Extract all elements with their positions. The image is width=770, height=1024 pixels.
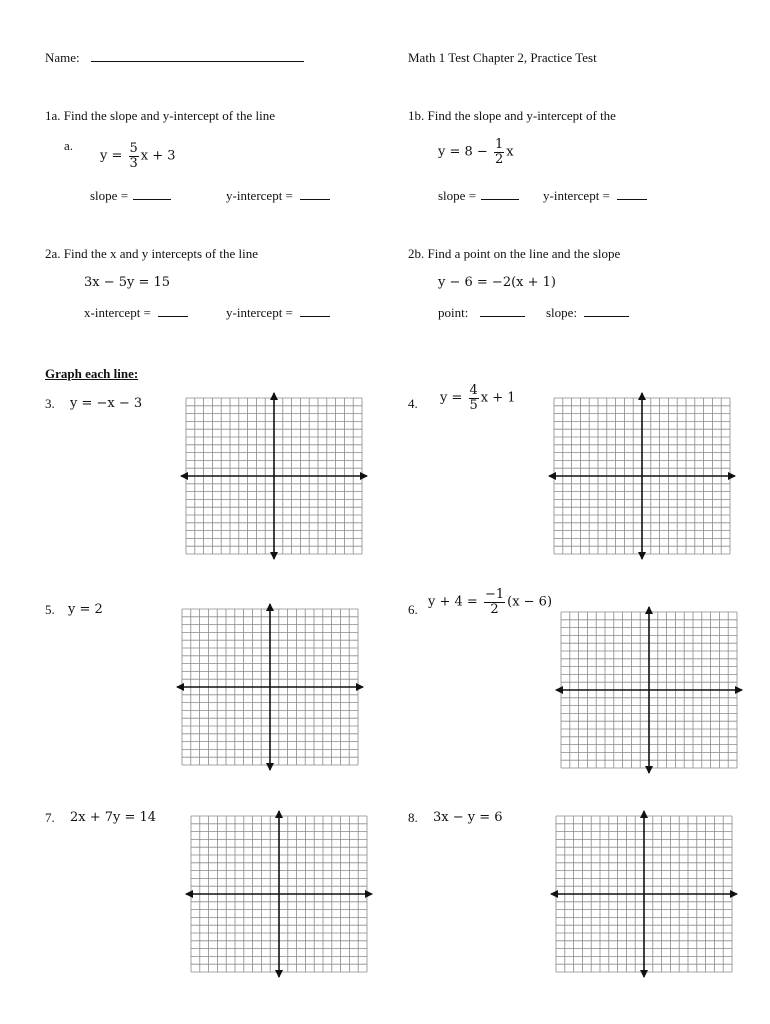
p7-number: 7. <box>45 810 55 825</box>
test-title: Math 1 Test Chapter 2, Practice Test <box>408 50 597 65</box>
q2b-slope-label: slope: <box>546 305 578 320</box>
q1b-eq-rhs: x <box>506 144 514 160</box>
q2b-slope-row <box>546 305 629 321</box>
x-axis-arrow-right-icon <box>735 686 743 694</box>
x-axis-arrow-right-icon <box>360 472 368 480</box>
y-axis-arrow-down-icon <box>266 763 274 771</box>
q1a-yint-label: y-intercept = <box>226 188 293 203</box>
p4-frac-num: 4 <box>469 383 478 398</box>
q1b-yint-row <box>543 188 647 204</box>
x-axis-arrow-left-icon <box>555 686 563 694</box>
q2b-point-answer[interactable] <box>480 316 525 317</box>
y-axis-arrow-up-icon <box>266 603 274 611</box>
y-axis-arrow-up-icon <box>270 392 278 400</box>
q2a-yint-row <box>226 305 330 321</box>
q2a-yint-answer[interactable] <box>300 316 330 317</box>
q1a-yint-row <box>226 188 330 204</box>
p3-equation: y = −x − 3 <box>70 396 143 411</box>
x-axis-arrow-left-icon <box>550 890 558 898</box>
q2a-yint-label: y-intercept = <box>226 305 293 320</box>
p6-eq-rhs: (x − 6) <box>507 594 553 610</box>
x-axis-arrow-left-icon <box>176 683 184 691</box>
y-axis-arrow-down-icon <box>270 552 278 560</box>
x-axis-arrow-right-icon <box>728 472 736 480</box>
y-axis-arrow-down-icon <box>645 766 653 774</box>
graph-grid-p8[interactable] <box>550 810 738 978</box>
q2a-xint-row <box>84 305 188 321</box>
p4-number: 4. <box>408 396 418 411</box>
q1b-fraction <box>494 138 504 166</box>
q1b-frac-num: 1 <box>494 137 504 152</box>
q1b-slope-answer[interactable] <box>481 199 519 200</box>
q1a-equation <box>100 142 176 170</box>
q1b-prompt: 1b. Find the slope and y-intercept of the <box>408 108 616 123</box>
y-axis-arrow-up-icon <box>640 810 648 818</box>
q2a-equation: 3x − 5y = 15 <box>84 275 171 290</box>
q1a-yint-answer[interactable] <box>300 199 330 200</box>
graph-section-title: Graph each line: <box>45 366 139 381</box>
q1b-yint-answer[interactable] <box>617 199 647 200</box>
y-axis-arrow-up-icon <box>275 810 283 818</box>
p4-eq-rhs: x + 1 <box>480 390 516 406</box>
y-axis-arrow-down-icon <box>640 970 648 978</box>
q1a-fraction <box>129 142 139 170</box>
q1a-prompt: 1a. Find the slope and y-intercept of the line <box>45 108 275 123</box>
name-field[interactable] <box>91 61 304 62</box>
q1a-frac-den: 3 <box>129 155 138 171</box>
p5-number: 5. <box>45 602 55 617</box>
p6-equation <box>428 588 552 616</box>
graph-grid-p7[interactable] <box>185 810 373 978</box>
q2a-prompt: 2a. Find the x and y intercepts of the line <box>45 246 259 261</box>
x-axis-arrow-left-icon <box>548 472 556 480</box>
x-axis-arrow-left-icon <box>185 890 193 898</box>
p7-equation: 2x + 7y = 14 <box>70 810 157 825</box>
p5-equation: y = 2 <box>68 602 103 617</box>
q1b-slope-label: slope = <box>438 188 477 203</box>
q2b-prompt: 2b. Find a point on the line and the slope <box>408 246 621 261</box>
graph-grid-p3[interactable] <box>180 392 368 560</box>
q1a-frac-num: 5 <box>129 141 138 156</box>
q1b-frac-den: 2 <box>494 151 504 167</box>
q1a-slope-row <box>90 188 171 204</box>
p4-fraction <box>469 384 479 412</box>
p6-eq-lhs: y + 4 = <box>428 594 478 610</box>
q2b-point-row <box>438 305 525 321</box>
graph-grid-p6[interactable] <box>555 606 743 774</box>
q1a-sub-label: a. <box>64 138 74 153</box>
p4-frac-den: 5 <box>469 397 478 413</box>
q2a-xint-answer[interactable] <box>158 316 188 317</box>
p6-frac-den: 2 <box>490 601 499 617</box>
p4-equation <box>440 384 516 412</box>
name-row <box>45 50 304 66</box>
x-axis-arrow-right-icon <box>356 683 364 691</box>
q1b-equation <box>438 138 514 166</box>
p4-eq-lhs: y = <box>440 390 463 406</box>
q1b-slope-row <box>438 188 519 204</box>
p6-number: 6. <box>408 602 418 617</box>
q2b-slope-answer[interactable] <box>584 316 629 317</box>
q1a-slope-label: slope = <box>90 188 129 203</box>
graph-grid-p5[interactable] <box>176 603 364 771</box>
y-axis-arrow-up-icon <box>638 392 646 400</box>
q1b-eq-lhs: y = 8 − <box>438 144 488 160</box>
q1a-eq-rhs: x + 3 <box>140 148 176 164</box>
q2b-equation: y − 6 = −2(x + 1) <box>438 275 556 290</box>
p8-equation: 3x − y = 6 <box>433 810 503 825</box>
q1a-slope-answer[interactable] <box>133 199 171 200</box>
p6-frac-num: −1 <box>484 587 505 602</box>
p6-fraction <box>484 588 505 616</box>
name-label: Name: <box>45 50 80 65</box>
y-axis-arrow-down-icon <box>638 552 646 560</box>
y-axis-arrow-up-icon <box>645 606 653 614</box>
graph-grid-p4[interactable] <box>548 392 736 560</box>
q1b-yint-label: y-intercept = <box>543 188 610 203</box>
x-axis-arrow-left-icon <box>180 472 188 480</box>
x-axis-arrow-right-icon <box>365 890 373 898</box>
p3-number: 3. <box>45 396 55 411</box>
y-axis-arrow-down-icon <box>275 970 283 978</box>
q2b-point-label: point: <box>438 305 469 320</box>
x-axis-arrow-right-icon <box>730 890 738 898</box>
p8-number: 8. <box>408 810 418 825</box>
q2a-xint-label: x-intercept = <box>84 305 151 320</box>
q1a-eq-lhs: y = <box>100 148 123 164</box>
